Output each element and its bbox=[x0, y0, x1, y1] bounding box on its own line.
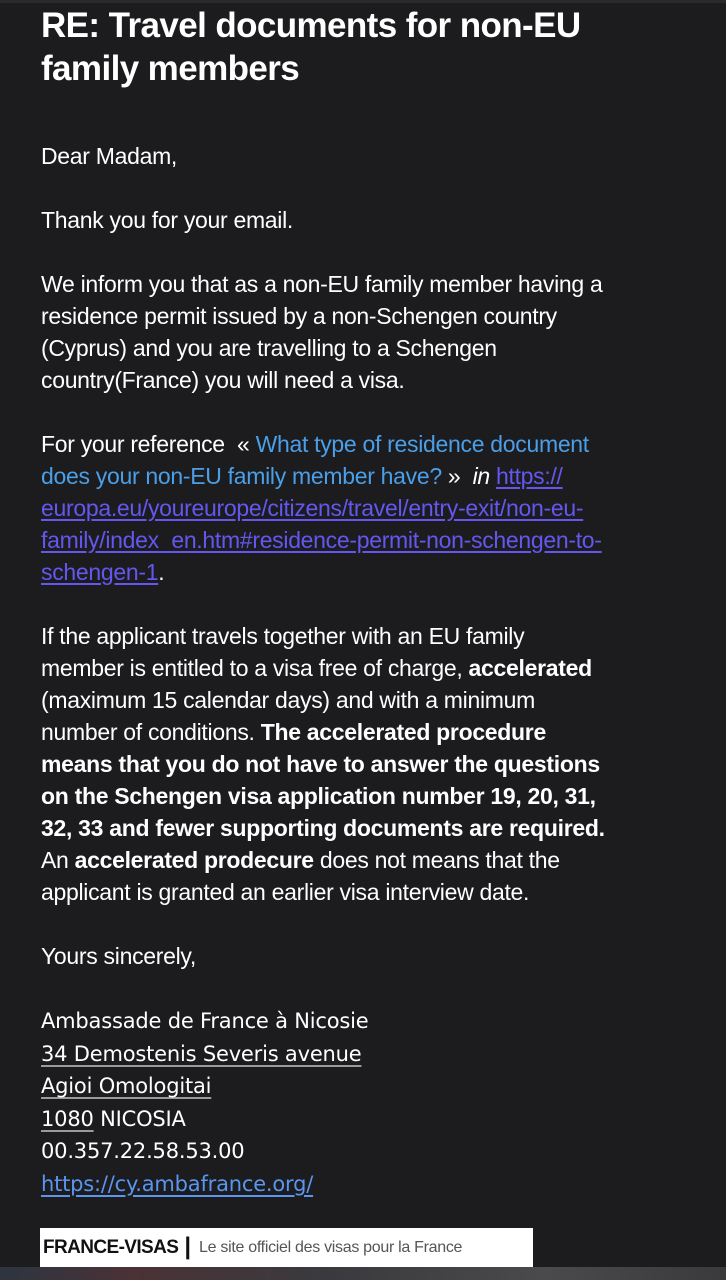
website-link[interactable]: https://cy.ambafrance.org/ bbox=[41, 1171, 314, 1196]
reference-question-link[interactable]: What type of residence document bbox=[255, 431, 589, 457]
address-district-link[interactable]: Agioi Omologitai bbox=[41, 1074, 212, 1098]
reference-lead: For your reference « bbox=[41, 431, 256, 457]
close-quote: » bbox=[441, 463, 473, 489]
body-text: does not means that the bbox=[313, 847, 560, 873]
subject-line-1: RE: Travel documents for non-EU bbox=[41, 6, 581, 45]
greeting: Dear Madam, bbox=[41, 143, 178, 169]
banner-brand: FRANCE-VISAS bbox=[43, 1236, 179, 1258]
body-line: If the applicant travels together with an EU family bbox=[41, 623, 525, 649]
banner-separator: | bbox=[184, 1232, 192, 1260]
in-word: in bbox=[472, 463, 490, 489]
banner-tagline: Le site officiel des visas pour la France bbox=[199, 1238, 463, 1256]
body-line: residence permit issued by a non-Schengen country bbox=[41, 303, 557, 329]
bold-text: accelerated prodecure bbox=[74, 847, 314, 873]
top-edge-strip bbox=[0, 0, 726, 3]
europa-url-link-cont[interactable]: family/index_en.htm#residence-permit-non-schengen-to- bbox=[41, 527, 602, 553]
body-line: applicant is granted an earlier visa interview date. bbox=[41, 879, 530, 905]
bold-text: The accelerated procedure bbox=[260, 719, 546, 745]
email-body bbox=[41, 140, 701, 972]
signature-block bbox=[41, 1005, 681, 1200]
body-line: We inform you that as a non-EU family member having a bbox=[41, 271, 603, 297]
email-subject bbox=[41, 4, 701, 90]
city: NICOSIA bbox=[93, 1106, 186, 1131]
body-line: (Cyprus) and you are travelling to a Schengen bbox=[41, 335, 497, 361]
europa-url-link-cont[interactable]: europa.eu/youreurope/citizens/travel/entry-exit/non-eu- bbox=[41, 495, 584, 521]
body-text: number of conditions. bbox=[41, 719, 261, 745]
paragraph-reference bbox=[41, 428, 701, 588]
subject-line-2: family members bbox=[41, 49, 300, 88]
body-line: country(France) you will need a visa. bbox=[41, 367, 405, 393]
phone-number: 00.357.22.58.53.00 bbox=[41, 1139, 245, 1163]
europa-url-link[interactable]: https:// bbox=[496, 463, 563, 489]
closing: Yours sincerely, bbox=[41, 943, 196, 969]
address-street-link[interactable]: 34 Demostenis Severis avenue bbox=[41, 1041, 362, 1066]
thanks-line: Thank you for your email. bbox=[41, 207, 294, 233]
period: . bbox=[158, 559, 165, 585]
bottom-toolbar-edge bbox=[0, 1267, 726, 1280]
bold-text: accelerated bbox=[468, 655, 592, 681]
postcode-link[interactable]: 1080 bbox=[41, 1106, 94, 1131]
body-text: An bbox=[41, 847, 75, 873]
europa-url-link-cont[interactable]: schengen-1 bbox=[41, 559, 159, 585]
bold-text: on the Schengen visa application number 19, 20, 31, bbox=[41, 783, 596, 809]
body-line: (maximum 15 calendar days) and with a minimum bbox=[41, 687, 535, 713]
bold-text: means that you do not have to answer the questions bbox=[41, 751, 600, 777]
body-text: member is entitled to a visa free of charge, bbox=[41, 655, 469, 681]
paragraph-visa-requirement bbox=[41, 268, 701, 396]
paragraph-accelerated-procedure bbox=[41, 620, 701, 908]
france-visas-banner-image bbox=[40, 1228, 533, 1267]
reference-question-link-cont[interactable]: does your non-EU family member have? bbox=[41, 463, 442, 489]
bold-text: 32, 33 and fewer supporting documents are required. bbox=[41, 815, 605, 841]
signature-org: Ambassade de France à Nicosie bbox=[41, 1009, 369, 1033]
